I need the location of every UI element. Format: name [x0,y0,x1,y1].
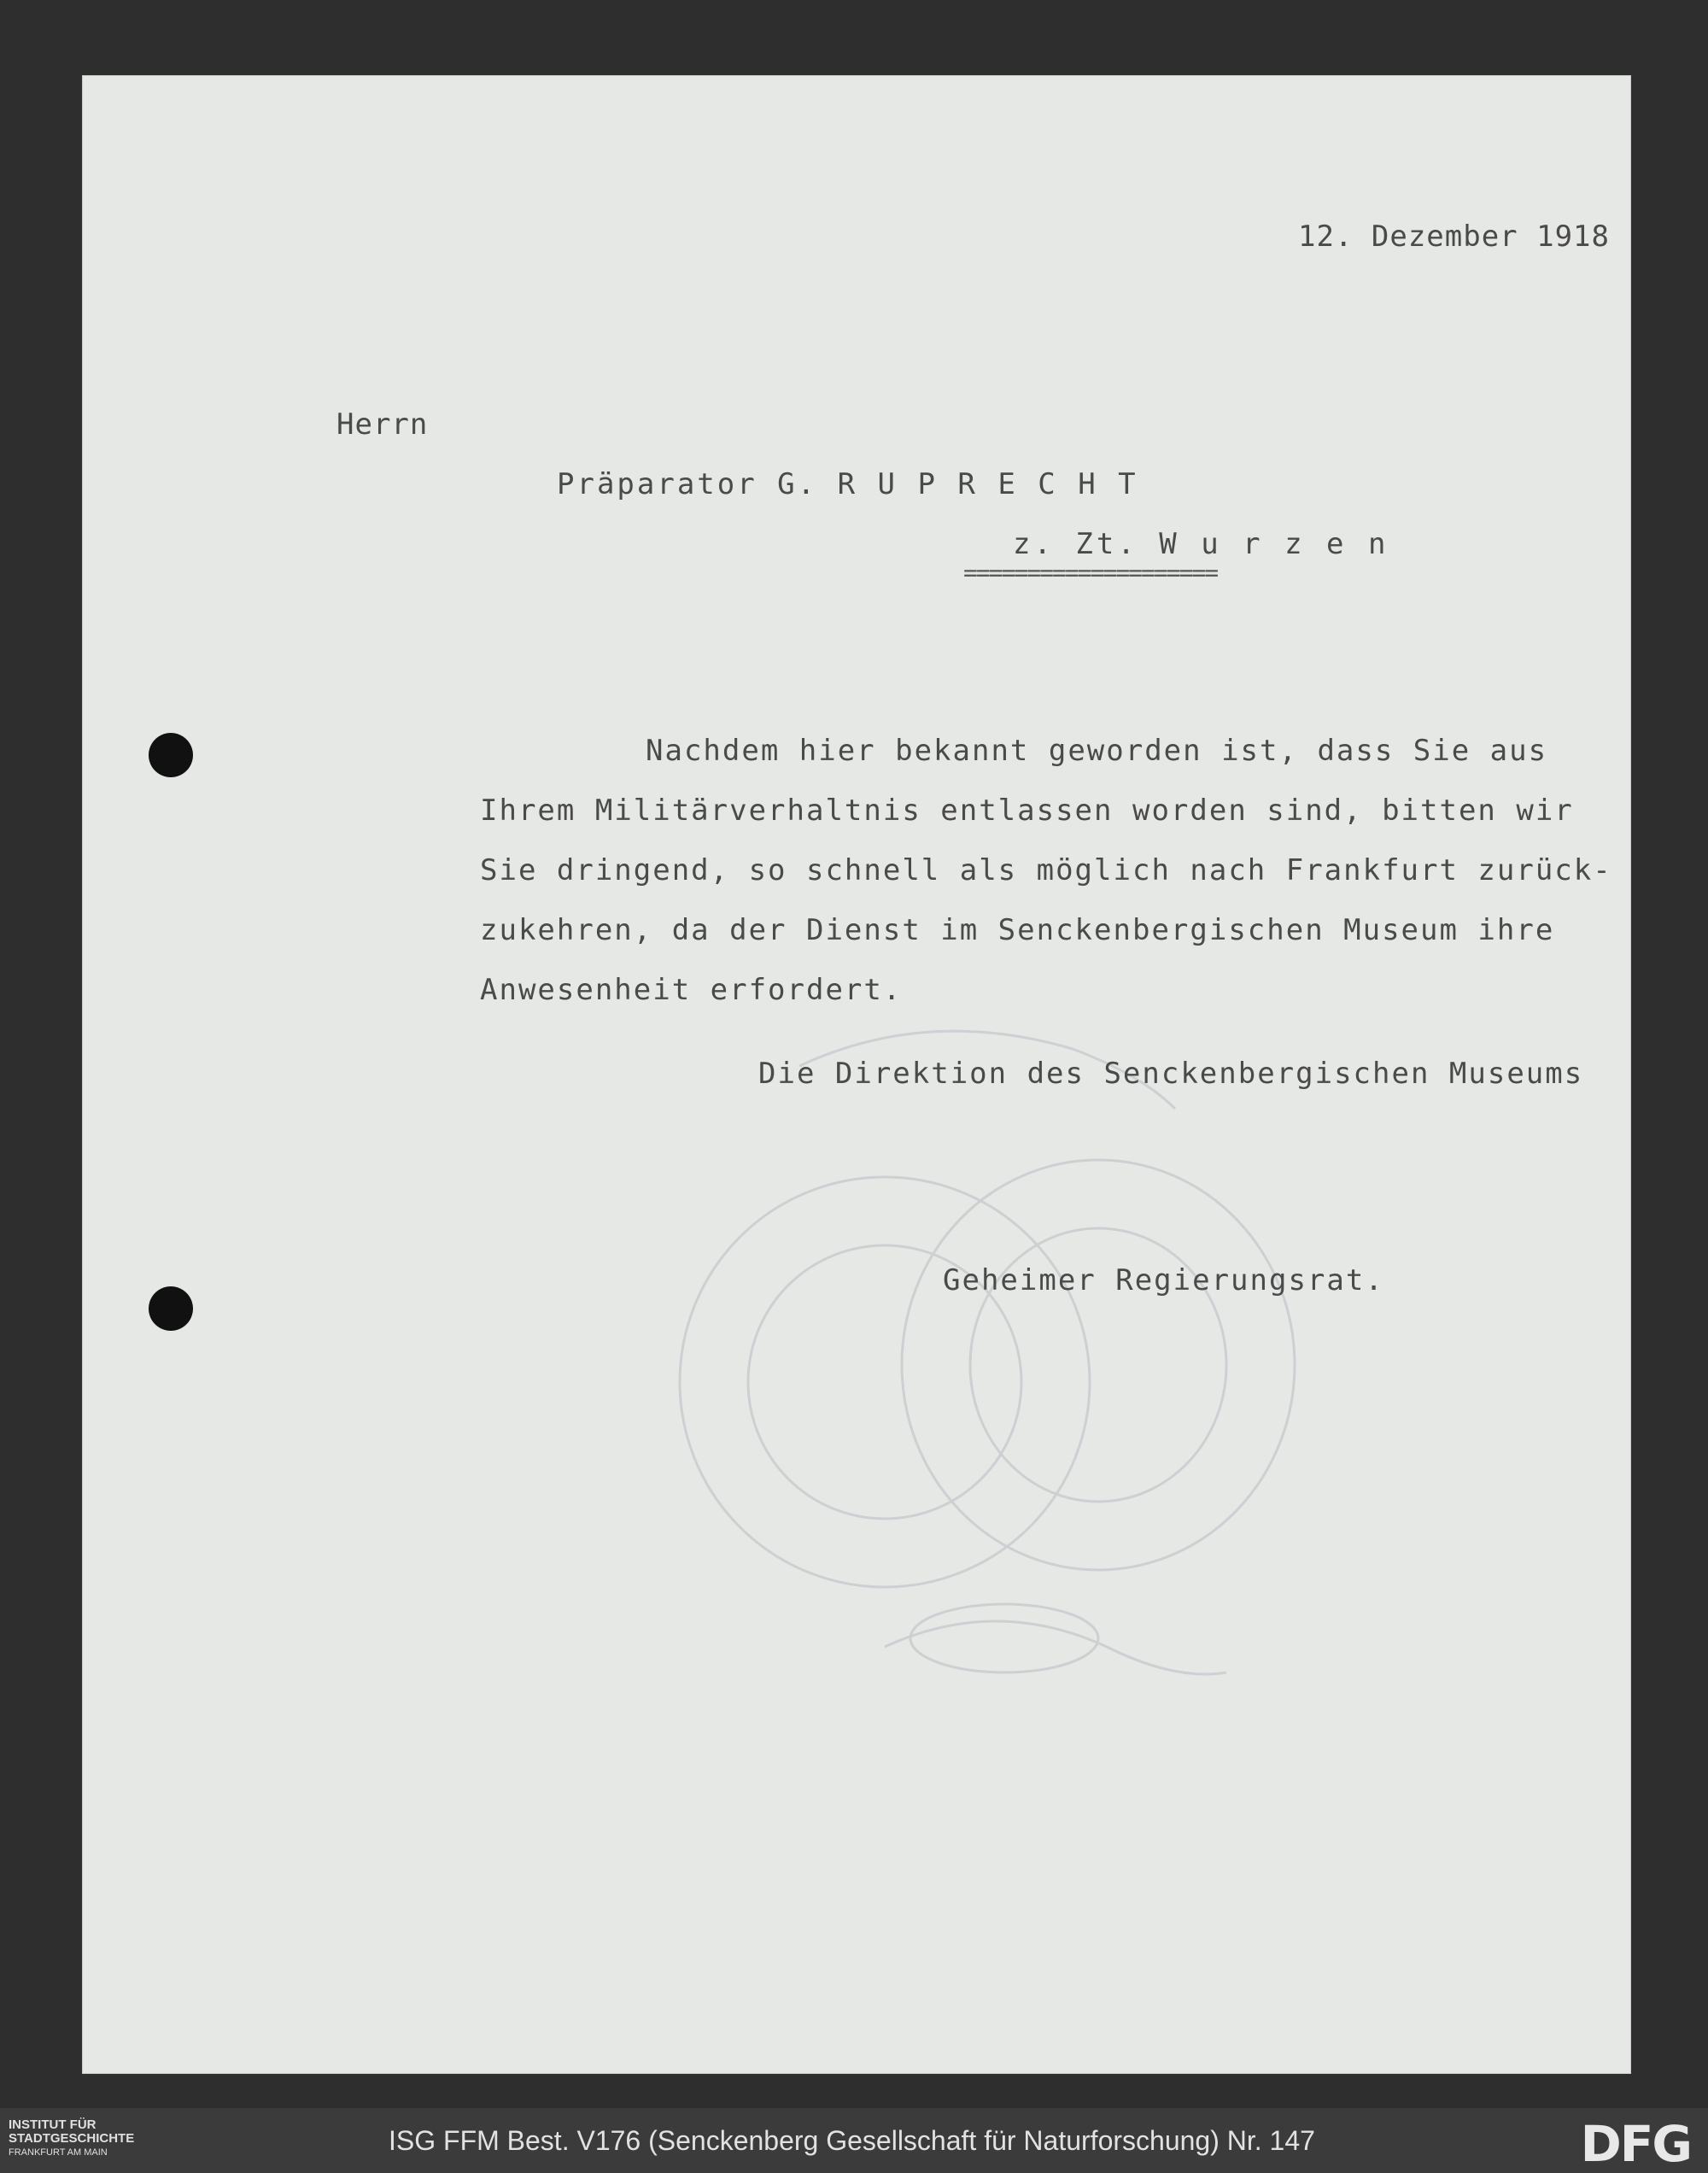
isg-logo-line3: FRANKFURT AM MAIN [9,2147,108,2158]
punch-hole-top [149,733,193,777]
letter-date: 12. Dezember 1918 [1298,220,1610,254]
isg-logo-line2: STADTGESCHICHTE [9,2131,135,2146]
body-line: Nachdem hier bekannt geworden ist, dass Sie aus [646,734,1548,768]
recipient-name: Präparator G. R U P R E C H T [557,467,1138,501]
location-underline: ==================== [963,559,1218,587]
body-line: zukehren, da der Dienst im Senckenbergischen Museum ihre [480,913,1555,947]
salutation: Herrn [336,407,429,442]
isg-logo-line1: INSTITUT FÜR [9,2117,97,2132]
isg-logo [9,2118,134,2159]
signature-title: Geheimer Regierungsrat. [943,1263,1384,1297]
body-line: Ihrem Militärverhaltnis entlassen worden sind, bitten wir [480,794,1574,828]
punch-hole-bottom [149,1286,193,1331]
dfg-logo: DFG [1580,2115,1691,2173]
archive-caption: ISG FFM Best. V176 (Senckenberg Gesellschaft für Naturforschung) Nr. 147 [389,2125,1315,2156]
body-line: Sie dringend, so schnell als möglich nach Frankfurt zurück- [480,853,1612,887]
closing-line: Die Direktion des Senckenbergischen Museums [758,1057,1584,1091]
letter-page [82,75,1631,2074]
recipient-location: z. Zt. W u r z e n [1013,527,1389,561]
body-line: Anwesenheit erfordert. [480,973,903,1007]
archive-footer [0,2108,1708,2173]
